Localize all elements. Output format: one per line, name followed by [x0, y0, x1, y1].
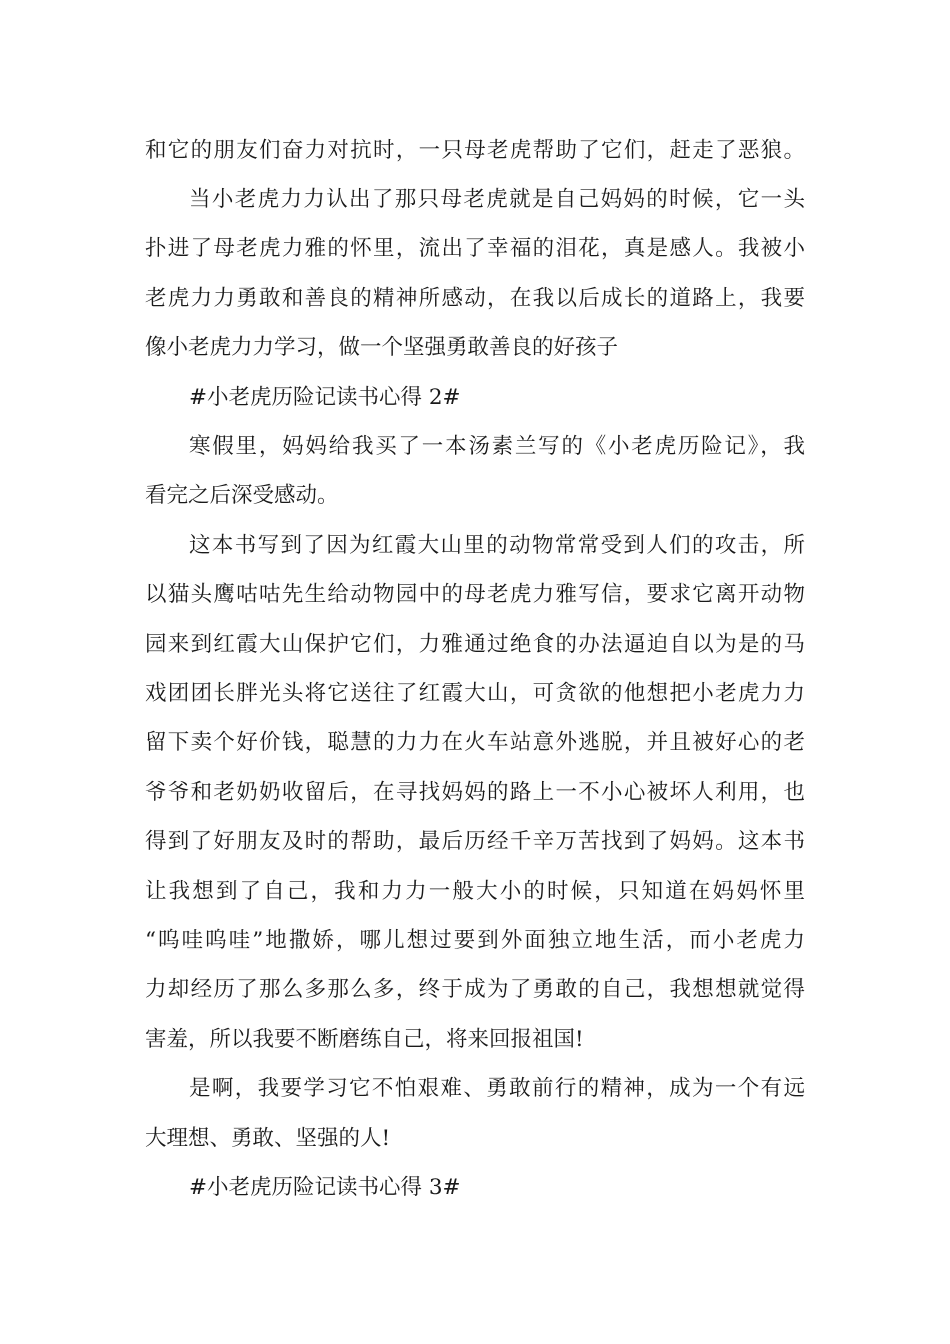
paragraph-line: 这本书写到了因为红霞大山里的动物常常受到人们的攻击，所: [189, 533, 805, 558]
paragraph-line: 园来到红霞大山保护它们，力雅通过绝食的办法逼迫自以为是的马: [145, 632, 805, 657]
paragraph-line: 以猫头鹰咕咕先生给动物园中的母老虎力雅写信，要求它离开动物: [145, 582, 805, 607]
paragraph-line: 戏团团长胖光头将它送往了红霞大山，可贪欲的他想把小老虎力力: [145, 681, 805, 706]
paragraph-line: 力却经历了那么多那么多，终于成为了勇敢的自己，我想想就觉得: [145, 977, 805, 1002]
paragraph-line: 看完之后深受感动。: [145, 483, 339, 508]
paragraph-line: 是啊，我要学习它不怕艰难、勇敢前行的精神，成为一个有远: [189, 1076, 805, 1101]
paragraph-line: “呜哇呜哇”地撒娇，哪儿想过要到外面独立地生活，而小老虎力: [145, 928, 805, 953]
paragraph-line: 爷爷和老奶奶收留后，在寻找妈妈的路上一不小心被坏人利用，也: [145, 780, 805, 805]
paragraph-line: 扑进了母老虎力雅的怀里，流出了幸福的泪花，真是感人。我被小: [145, 236, 805, 261]
paragraph-line: 当小老虎力力认出了那只母老虎就是自己妈妈的时候，它一头: [189, 187, 805, 212]
paragraph-line: 老虎力力勇敢和善良的精神所感动，在我以后成长的道路上，我要: [145, 286, 805, 311]
section-heading: #小老虎历险记读书心得 3#: [189, 1175, 461, 1200]
paragraph-line: 害羞，所以我要不断磨练自己，将来回报祖国!: [145, 1027, 584, 1052]
section-heading: #小老虎历险记读书心得 2#: [189, 385, 461, 410]
paragraph-line: 和它的朋友们奋力对抗时，一只母老虎帮助了它们，赶走了恶狼。: [145, 138, 805, 163]
paragraph-line: 大理想、勇敢、坚强的人!: [145, 1126, 391, 1151]
paragraph-line: 留下卖个好价钱，聪慧的力力在火车站意外逃脱，并且被好心的老: [145, 730, 805, 755]
paragraph-line: 像小老虎力力学习，做一个坚强勇敢善良的好孩子: [145, 335, 619, 360]
paragraph-line: 得到了好朋友及时的帮助，最后历经千辛万苦找到了妈妈。这本书: [145, 829, 805, 854]
paragraph-line: 寒假里，妈妈给我买了一本汤素兰写的《小老虎历险记》，我: [189, 434, 805, 459]
paragraph-line: 让我想到了自己，我和力力一般大小的时候，只知道在妈妈怀里: [145, 879, 805, 904]
